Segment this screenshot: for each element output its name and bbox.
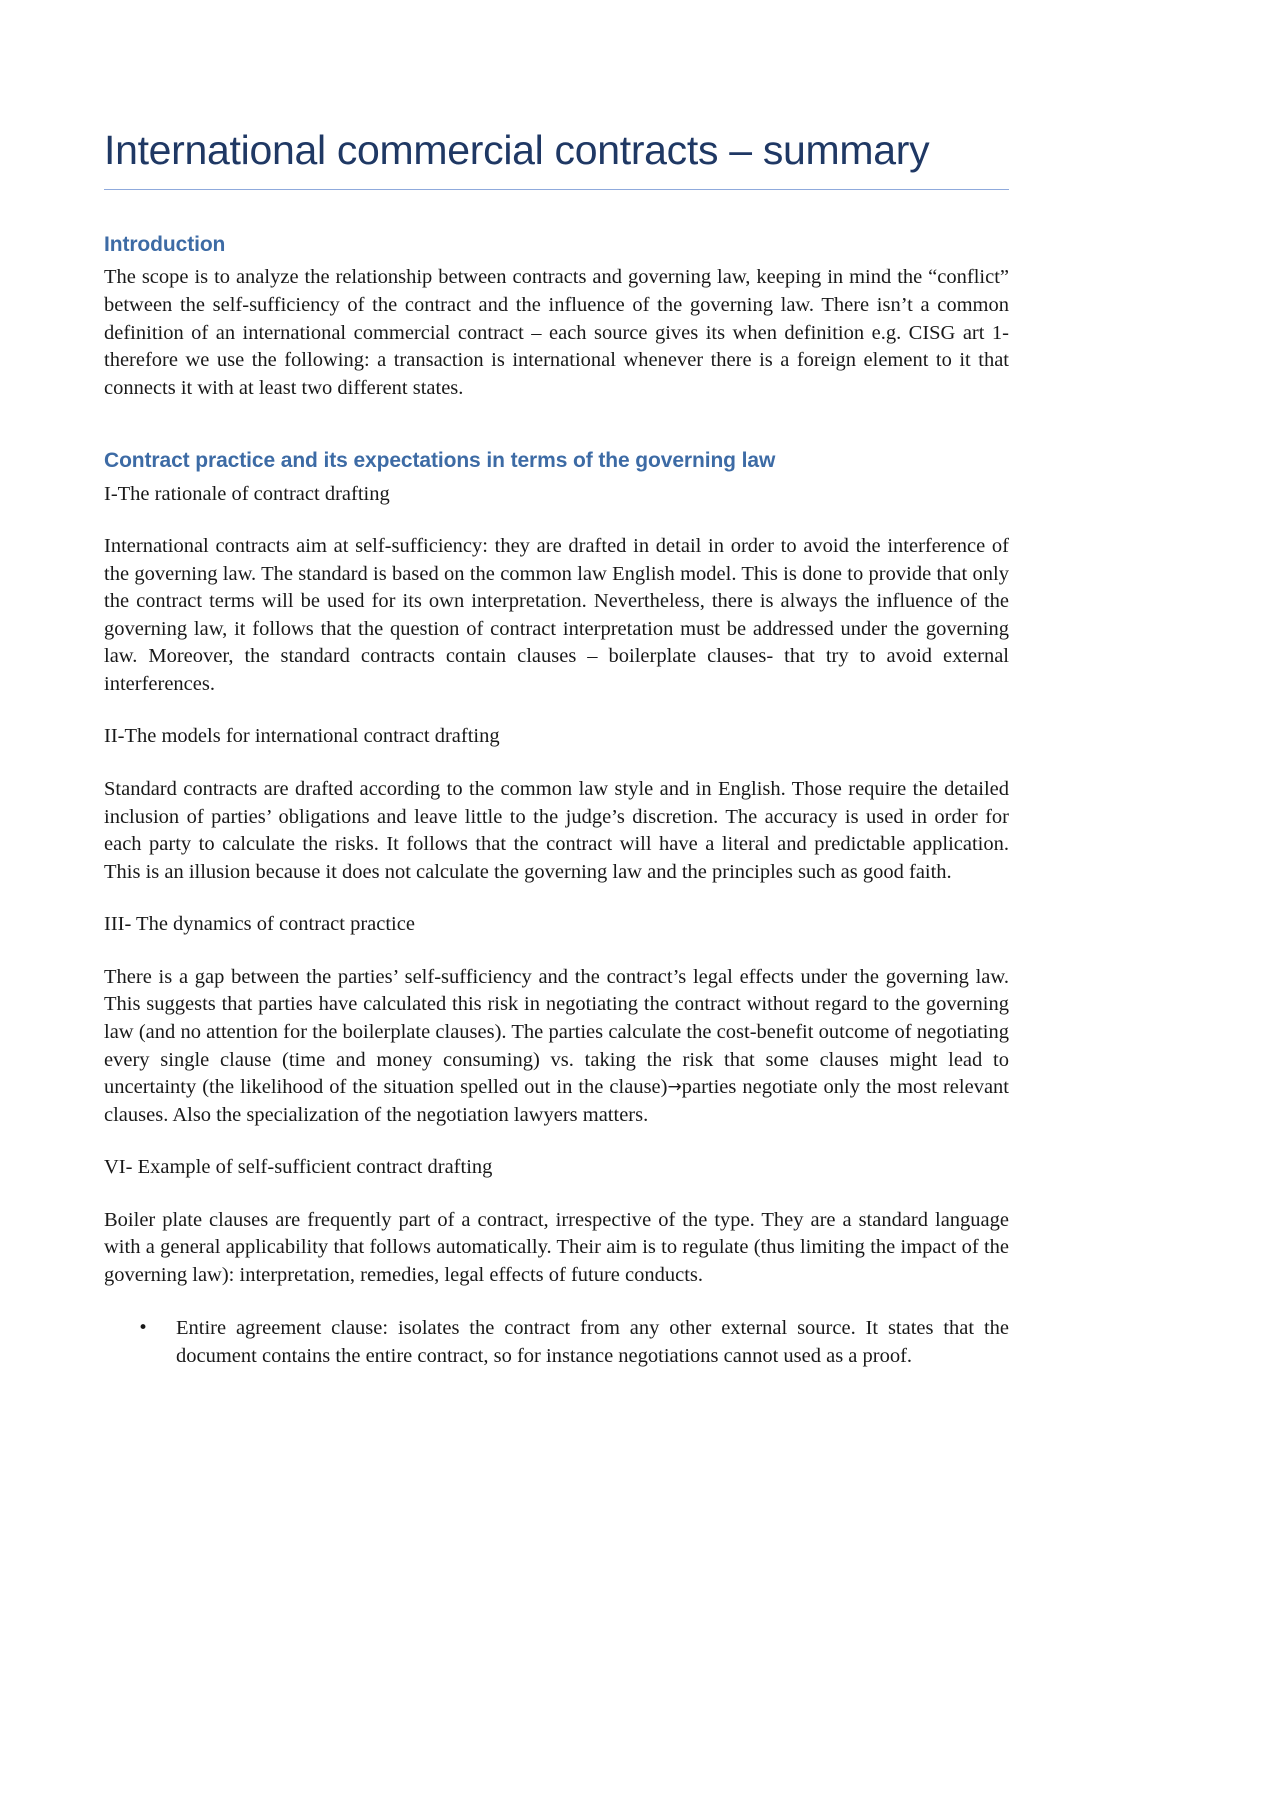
page-title: International commercial contracts – summary xyxy=(104,127,930,173)
section-heading-introduction: Introduction xyxy=(104,233,226,257)
section-heading-contract-practice: Contract practice and its expectations in terms of the governing law xyxy=(104,449,776,473)
title-divider xyxy=(104,189,1009,190)
bullet-point-icon: • xyxy=(138,1318,149,1339)
right-arrow-icon: → xyxy=(667,1077,682,1098)
list-item-text: Entire agreement clause: isolates the contract from any other external source. It states that the document contains the entire contract, so for instance negotiations cannot used as a proof. xyxy=(176,1317,1009,1368)
paragraph-models: Standard contracts are drafted according to the common law style and in English. Those require the detailed inclusion of parties’ obligations and leave little to the judge’s discretion. The accuracy is used in order for each party to calculate the risks. It follows that the contract will have a literal and predictable application. This is an illusion because it does not calculate the governing law and the principles such as good faith. xyxy=(104,778,1009,883)
paragraph-dynamics-part2: parties negotiate only the most relevant clauses. Also the specialization of the negotiation lawyers matters. xyxy=(104,1076,1009,1126)
page-content xyxy=(104,0,1009,1377)
paragraph-rationale: International contracts aim at self-sufficiency: they are drafted in detail in order to avoid the interference of the governing law. The standard is based on the common law English model. This is done to provide that only the contract terms will be used for its own interpretation. Nevertheless, there is always the influence of the governing law, it follows that the question of contract interpretation must be addressed under the governing law. Moreover, the standard contracts contain clauses – boilerplate clauses- that try to avoid external interferences. xyxy=(104,535,1009,695)
paragraph-dynamics-part1: There is a gap between the parties’ self-sufficiency and the contract’s legal effects under the governing law. This suggests that parties have calculated this risk in negotiating the contract without regard to the governing law (and no attention for the boilerplate clauses). The parties calculate the cost-benefit outcome of negotiating every single clause (time and money consuming) vs. taking the risk that some clauses might lead to uncertainty (the likelihood of the situation spelled out in the clause) xyxy=(104,965,1009,1099)
subheading-dynamics: III- The dynamics of contract practice xyxy=(104,913,415,936)
subheading-example: VI- Example of self-sufficient contract drafting xyxy=(104,1156,493,1179)
subheading-rationale: I-The rationale of contract drafting xyxy=(104,482,390,505)
list-item xyxy=(104,1315,1009,1370)
bullet-list xyxy=(104,1315,1009,1370)
paragraph-dynamics xyxy=(104,964,1009,1129)
paragraph-example: Boiler plate clauses are frequently part of a contract, irrespective of the type. They are a standard language with a general applicability that follows automatically. Their aim is to regulate (thus limiting the impact of the governing law): interpretation, remedies, legal effects of future conducts. xyxy=(104,1208,1009,1286)
paragraph-introduction: The scope is to analyze the relationship between contracts and governing law, keeping in mind the “conflict” between the self-sufficiency of the contract and the influence of the governing law. There isn’t a common definition of an international commercial contract – each source gives its when definition e.g. CISG art 1- therefore we use the following: a transaction is international whenever there is a foreign element to it that connects it with at least two different states. xyxy=(104,266,1009,399)
subheading-models: II-The models for international contract drafting xyxy=(104,725,500,748)
